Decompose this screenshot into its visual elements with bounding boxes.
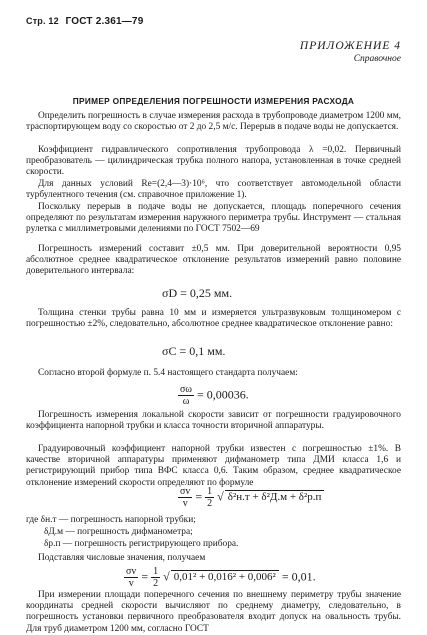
standard-number: ГОСТ 2.361—79	[65, 16, 144, 27]
legend-item: δД.м — погрешность дифманометра;	[44, 527, 193, 537]
formula-velocity-error: $\frac{\sigma v}{v}$ = $\frac{1}{2}$ √ δ²н.т + δ²Д.м + δ²р.п	[178, 486, 324, 509]
paragraph-4: Поскольку перерыв в подаче воды не допускается, площадь поперечного сечения определяют по результатам измерения наружного периметра трубы. Инструмент — стальная рулетка с миллиметровыми делениями по ГОСТ 7502—69	[26, 202, 401, 235]
half-numerator: 1	[207, 486, 213, 497]
appendix-title: ПРИЛОЖЕНИЕ 4	[299, 40, 401, 52]
legend-intro: где	[26, 515, 39, 525]
paragraph-1: Определить погрешность в случае измерения расхода в трубопроводе диаметром 1200 мм, траспортирующем воду со скоростью от 2 до 2,5 м/с. Перерыв в подаче воды не допускается.	[26, 111, 401, 133]
paragraph-9: Градуировочный коэффициент напорной трубки известен с погрешностью ±1%. В качестве вторичной аппаратуры применяют дифманометр типа ДМИ класса 1,6 и регистрирующий прибор типа ВФС класса 0,6. Таким образом, среднее квадратическое отклонение измерений скорости определяют по формуле	[26, 444, 401, 488]
fraction-denominator: v	[182, 498, 188, 509]
fraction	[178, 486, 192, 509]
fraction-denominator: v	[128, 578, 134, 589]
formula-area-ratio	[178, 384, 249, 407]
formula-velocity-numeric: $\frac{\sigma v}{v}$ = $\frac{1}{2}$ √ 0,01² + 0,016² + 0,006² = 0,01.	[126, 566, 316, 589]
formula-sigma-d: σD = 0,25 мм.	[162, 286, 233, 300]
sqrt-icon: √	[217, 489, 224, 504]
symbol-legend	[26, 514, 238, 550]
sqrt-icon: √	[163, 569, 170, 584]
fraction-denominator: ω	[182, 396, 190, 407]
radicand: 0,01² + 0,016² + 0,006²	[171, 570, 279, 583]
half-fraction	[151, 566, 160, 589]
formula-sigma-c: σC = 0,1 мм.	[162, 344, 226, 358]
fraction-numerator: σv	[180, 486, 191, 497]
half-fraction	[205, 486, 214, 509]
fraction	[124, 566, 138, 589]
paragraph-2: Коэффициент гидравлического сопротивления трубопровода λ =0,02. Первичный преобразователь — цилиндрическая трубка полного напора, установленная в точке средней скорости.	[26, 145, 401, 178]
formula-value: = 0,01.	[281, 569, 316, 584]
paragraph-8: Погрешность измерения локальной скорости зависит от погрешности градуировочного коэффициента напорной трубки и класса точности вторичной аппаратуры.	[26, 410, 401, 432]
paragraph-11: При измерении площади поперечного сечения по внешнему периметру трубы значение координаты средней скорости вычисляют по среднему диаметру, следовательно, в погрешность установки первичного преобразователя входит допуск на овальность трубы. Для труб диаметром 1200 мм, согласно ГОСТ	[26, 590, 401, 634]
fraction-numerator: σω	[180, 384, 192, 395]
paragraph-7: Согласно второй формуле п. 5.4 настоящего стандарта получаем:	[38, 368, 298, 378]
appendix-note: Справочное	[353, 54, 401, 64]
half-numerator: 1	[153, 566, 159, 577]
radicand: δ²н.т + δ²Д.м + δ²р.п	[225, 490, 325, 503]
paragraph-3: Для данных условий Re=(2,4—3)·10⁶, что соответствует автомодельной области турбулентного течения (см. справочное приложение 1).	[26, 179, 401, 201]
appendix-block	[300, 40, 401, 64]
page-number: Стр. 12	[26, 16, 59, 26]
half-denominator: 2	[207, 498, 213, 509]
paragraph-6: Толщина стенки трубы равна 10 мм и измеряется ультразвуковым толщиномером с погрешностью ±2%, следовательно, абсолютное среднее квадратическое отклонение равно:	[26, 308, 401, 330]
half-denominator: 2	[153, 578, 159, 589]
paragraph-10: Подставляя числовые значения, получаем	[38, 553, 206, 563]
fraction-numerator: σv	[126, 566, 137, 577]
page-header	[26, 16, 147, 27]
legend-item: δн.т — погрешность напорной трубки;	[40, 515, 196, 525]
doc-title: ПРИМЕР ОПРЕДЕЛЕНИЯ ПОГРЕШНОСТИ ИЗМЕРЕНИЯ РАСХОДА	[72, 96, 355, 106]
formula-value: = 0,00036.	[196, 387, 249, 402]
fraction	[178, 384, 194, 407]
legend-item: δр.п — погрешность регистрирующего прибора.	[44, 539, 239, 549]
paragraph-5: Погрешность измерений составит ±0,5 мм. При доверительной вероятности 0,95 абсолютное среднее квадратическое отклонение результатов измерений равно половине доверительного интервала:	[26, 244, 401, 277]
